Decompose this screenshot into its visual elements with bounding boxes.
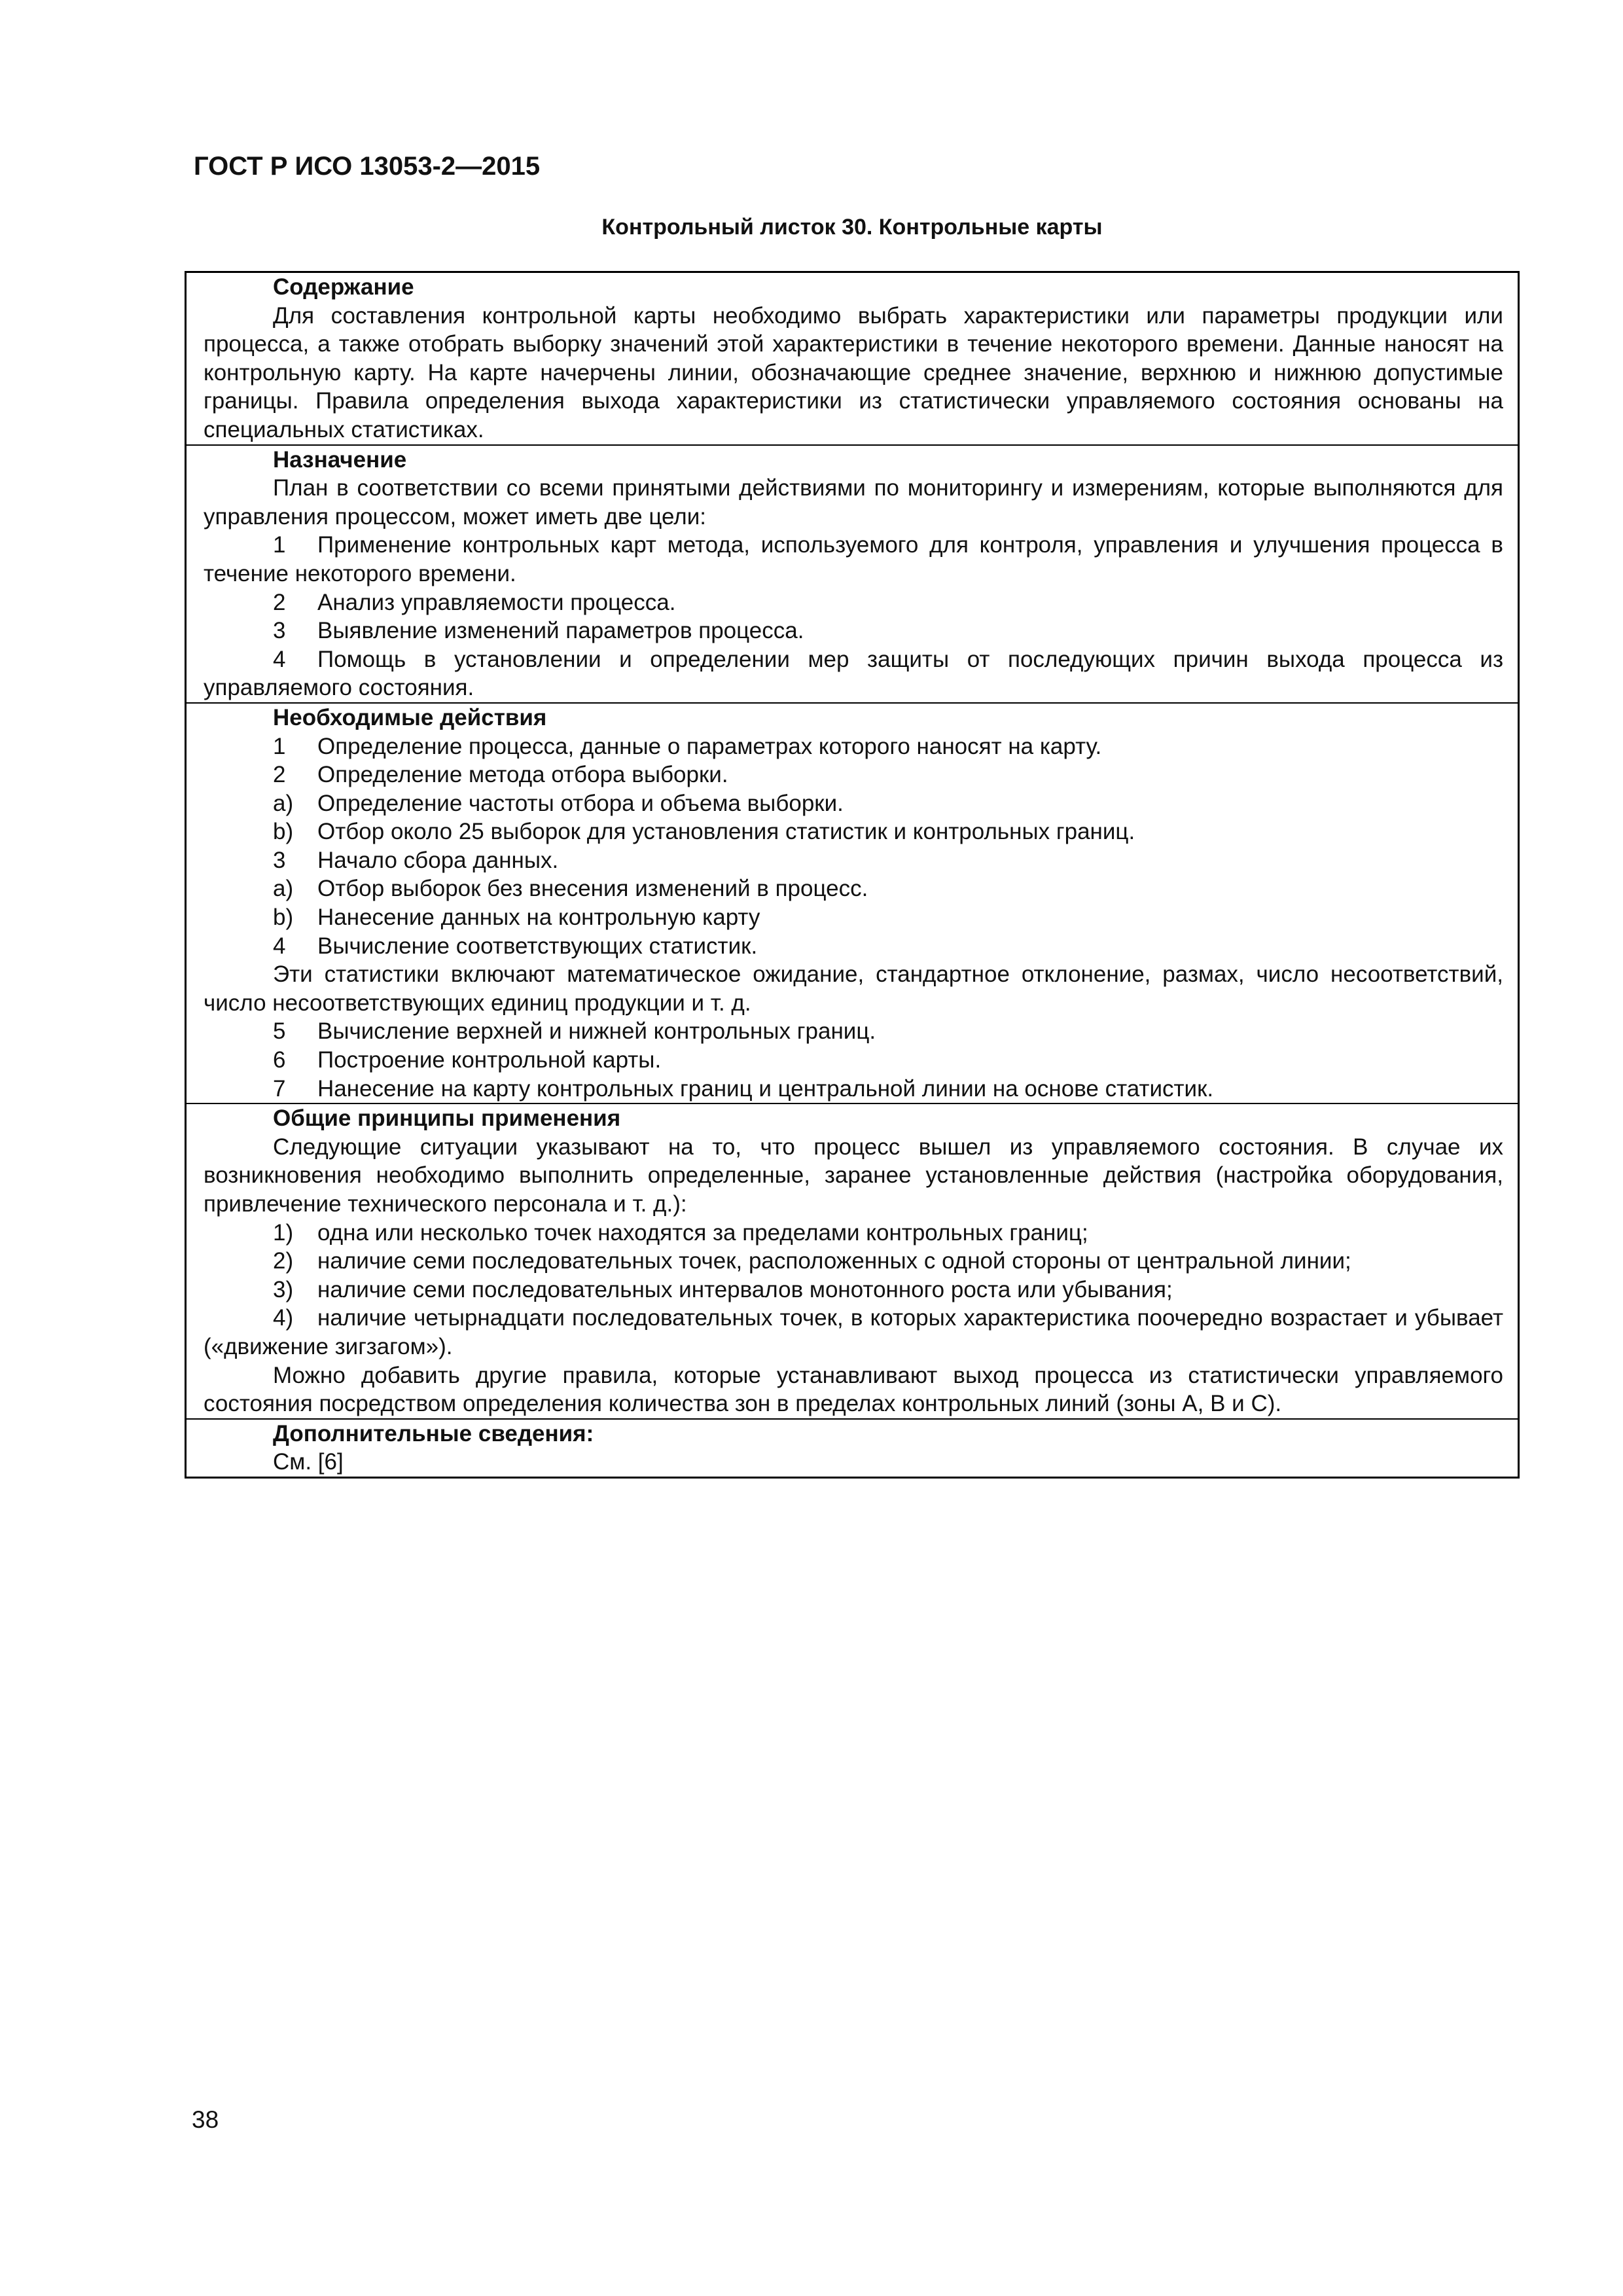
list-item	[204, 1219, 1503, 1247]
item-text: Отбор около 25 выборок для установления статистик и контрольных границ.	[317, 819, 1135, 845]
item-number: 2)	[273, 1248, 294, 1274]
section-additional	[187, 1418, 1518, 1477]
paragraph: Можно добавить другие правила, которые устанавливают выход процесса из статистически управляемого состояния посредством определения количества зон в пределах контрольных линий (зоны А, В и С).	[204, 1362, 1503, 1417]
item-text: Нанесение на карту контрольных границ и центральной линии на основе статистик.	[317, 1075, 1214, 1102]
section-principles	[187, 1103, 1518, 1418]
paragraph: Следующие ситуации указывают на то, что процесс вышел из управляемого состояния. В случае их возникновения необходимо выполнить определенные, заранее установленные действия (настройка оборудования, привлечение технического персонала и т. д.):	[204, 1134, 1503, 1217]
item-number: 4	[273, 933, 286, 959]
item-text: Начало сбора данных.	[317, 847, 559, 873]
list-item	[204, 789, 1503, 818]
list-item	[204, 903, 1503, 932]
list-item	[204, 1304, 1503, 1361]
item-text: Нанесение данных на контрольную карту	[317, 905, 760, 931]
list-item	[204, 761, 1503, 789]
section-actions	[187, 702, 1518, 1103]
list-item	[204, 874, 1503, 903]
paragraph: Эти статистики включают математическое ожидание, стандартное отклонение, размах, число несоответствий, число несоответствующих единиц продукции и т. д.	[204, 961, 1503, 1016]
item-number: 1)	[273, 1219, 294, 1246]
item-number: a)	[273, 876, 294, 902]
list-item	[204, 732, 1503, 761]
item-number: 7	[273, 1075, 286, 1102]
section-title: Общие принципы применения	[273, 1105, 621, 1132]
item-text: одна или несколько точек находятся за пределами контрольных границ;	[317, 1219, 1088, 1246]
item-number: 4	[273, 646, 286, 672]
section-title: Дополнительные сведения:	[273, 1420, 594, 1446]
item-text: Помощь в установлении и определении мер защиты от последующих причин выхода процесса из управляемого состояния.	[204, 646, 1503, 701]
page-number: 38	[192, 2106, 219, 2133]
item-text: Применение контрольных карт метода, используемого для контроля, управления и улучшения процесса в течение некоторого времени.	[204, 532, 1503, 586]
item-text: наличие семи последовательных точек, расположенных с одной стороны от центральной линии;	[317, 1248, 1351, 1274]
reference-text: См. [6]	[273, 1449, 344, 1475]
list-item	[204, 617, 1503, 645]
list-item	[204, 817, 1503, 846]
list-item	[204, 531, 1503, 588]
list-item	[204, 1276, 1503, 1304]
item-number: 3	[273, 847, 286, 873]
checklist-table	[185, 271, 1520, 1479]
item-text: Определение метода отбора выборки.	[317, 762, 728, 788]
item-text: Выявление изменений параметров процесса.	[317, 618, 804, 644]
item-number: 3)	[273, 1276, 294, 1302]
item-number: 3	[273, 618, 286, 644]
item-text: наличие четырнадцати последовательных точек, в которых характеристика поочередно возрастает и убывает («движение зигзагом»).	[204, 1305, 1503, 1359]
item-number: a)	[273, 790, 294, 816]
item-number: 5	[273, 1018, 286, 1045]
section-title: Необходимые действия	[273, 704, 547, 730]
list-item	[204, 1046, 1503, 1075]
section-content	[187, 273, 1518, 444]
paragraph: Для составления контрольной карты необходимо выбрать характеристики или параметры продукции или процесса, а также отобрать выборку значений этой характеристики в течение некоторого времени. Данные наносят на контрольную карту. На карте начерчены линии, обозначающие среднее значение, верхнюю и нижнюю допустимые границы. Правила определения выхода характеристики из статистически управляемого состояния основаны на специальных статистиках.	[204, 302, 1503, 442]
list-item	[204, 1247, 1503, 1276]
section-purpose	[187, 444, 1518, 702]
item-text: Вычисление соответствующих статистик.	[317, 933, 758, 959]
list-item	[204, 932, 1503, 961]
item-number: 1	[273, 733, 286, 759]
list-item	[204, 1017, 1503, 1046]
list-item	[204, 645, 1503, 702]
item-text: Анализ управляемости процесса.	[317, 589, 676, 615]
item-number: b)	[273, 819, 294, 845]
section-title: Назначение	[273, 446, 407, 473]
paragraph: План в соответствии со всеми принятыми действиями по мониторингу и измерениям, которые выполняются для управления процессом, может иметь две цели:	[204, 475, 1503, 529]
item-text: наличие семи последовательных интервалов монотонного роста или убывания;	[317, 1276, 1173, 1302]
checklist-caption: Контрольный листок 30. Контрольные карты	[601, 215, 1103, 240]
item-number: 6	[273, 1047, 286, 1073]
item-number: 2	[273, 589, 286, 615]
item-text: Определение частоты отбора и объема выборки.	[317, 790, 844, 816]
item-number: b)	[273, 905, 294, 931]
item-number: 1	[273, 532, 286, 558]
item-number: 4)	[273, 1305, 294, 1331]
item-text: Построение контрольной карты.	[317, 1047, 662, 1073]
item-text: Определение процесса, данные о параметрах которого наносят на карту.	[317, 733, 1102, 759]
list-item	[204, 588, 1503, 617]
list-item	[204, 846, 1503, 875]
list-item	[204, 1075, 1503, 1103]
item-text: Вычисление верхней и нижней контрольных границ.	[317, 1018, 876, 1045]
section-title: Содержание	[273, 274, 414, 300]
item-number: 2	[273, 762, 286, 788]
item-text: Отбор выборок без внесения изменений в процесс.	[317, 876, 868, 902]
document-code: ГОСТ Р ИСО 13053-2—2015	[194, 152, 541, 181]
